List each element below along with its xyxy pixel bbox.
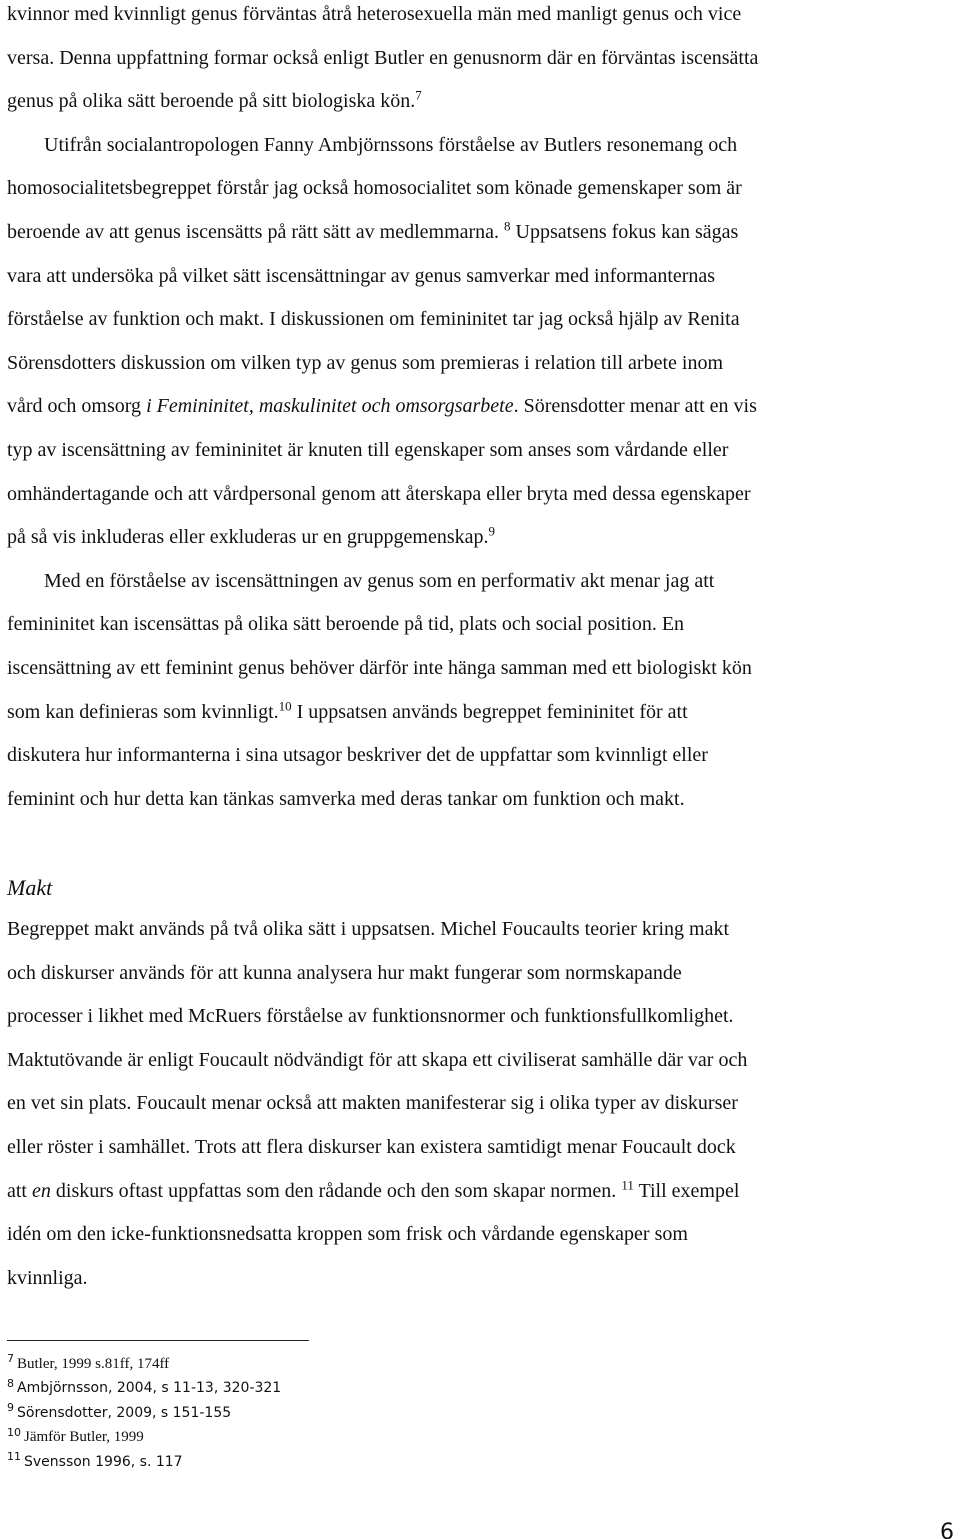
footnote-7: $^7$ Butler, 1999 s.81ff, 174ff [7, 1352, 170, 1372]
text-line: vård och omsorg i Femininitet, maskulinitet och omsorgsarbete. Sörensdotter menar att en vis [7, 395, 757, 418]
text-line: en vet sin plats. Foucault menar också att makten manifesterar sig i olika typer av diskurser [7, 1092, 738, 1115]
footnote-11: $^{11}$ Svensson 1996, s. 117 [7, 1449, 183, 1470]
text-line: Sörensdotters diskussion om vilken typ av genus som premieras i relation till arbete inom [7, 351, 723, 374]
section-heading-makt: Makt [7, 875, 53, 900]
text-line: som kan definieras som kvinnligt.$^{10}$ I uppsatsen används begreppet femininitet för att [7, 697, 688, 723]
text-line: Med en förståelse av iscensättningen av genus som en performativ akt menar jag att [44, 569, 715, 592]
footnote-10: $^{10}$ Jämför Butler, 1999 [7, 1425, 144, 1446]
footnote-ref-10[interactable]: 10 [278, 697, 292, 713]
book-title: i Femininitet, maskulinitet och omsorgsarbete [146, 395, 514, 418]
text-line: kvinnliga. [7, 1266, 88, 1289]
text-line: beroende av att genus iscensätts på rätt sätt av medlemmarna. $^8$ Uppsatsens fokus kan sägas [7, 218, 739, 243]
text-line: homosocialitetsbegreppet förstår jag också homosocialitet som könade gemenskaper som är [7, 177, 742, 200]
text-line: genus på olika sätt beroende på sitt biologiska kön.$^7$ [7, 87, 422, 113]
footnote-8: $^8$ Ambjörnsson, 2004, s 11-13, 320-321 [7, 1376, 282, 1397]
text-line: typ av iscensättning av femininitet är knuten till egenskaper som anses som vårdande eller [7, 438, 729, 461]
page-number: 6 [940, 1520, 954, 1539]
text-line: feminint och hur detta kan tänkas samverka med deras tankar om funktion och makt. [7, 787, 685, 810]
footnote-ref-8[interactable]: 8 [504, 218, 511, 234]
text-line: versa. Denna uppfattning formar också enligt Butler en genusnorm där en förväntas iscensätta [7, 46, 759, 69]
text-line: omhändertagande och att vårdpersonal genom att återskapa eller bryta med dessa egenskaper [7, 482, 751, 505]
footnotes-list [7, 1352, 281, 1474]
text-line: på så vis inkluderas eller exkluderas ur en gruppgemenskap.$^9$ [7, 523, 496, 549]
text-line: Maktutövande är enligt Foucault nödvändigt för att skapa ett civiliserat samhälle där var och [7, 1048, 748, 1071]
text-line: att en diskurs oftast uppfattas som den rådande och den som skapar normen. $^{11}$ Till exempel [7, 1176, 740, 1202]
text-line: förståelse av funktion och makt. I diskussionen om femininitet tar jag också hjälp av Renita [7, 308, 740, 331]
footnote-ref-11[interactable]: 11 [621, 1176, 634, 1192]
footnote-ref-7[interactable]: 7 [415, 87, 422, 103]
text-line: processer i likhet med McRuers förståelse av funktionsnormer och funktionsfullkomlighet. [7, 1005, 734, 1028]
paragraph-genus [7, 0, 953, 821]
text-line: eller röster i samhället. Trots att flera diskurser kan existera samtidigt menar Foucault dock [7, 1135, 736, 1158]
text-line: iscensättning av ett feminint genus behöver därför inte hänga samman med ett biologiskt kön [7, 656, 752, 679]
text-line: diskutera hur informanterna i sina utsagor beskriver det de uppfattar som kvinnligt eller [7, 744, 708, 767]
text-line: idén om den icke-funktionsnedsatta kroppen som frisk och vårdande egenskaper som [7, 1223, 688, 1246]
emphasis-en: en [32, 1179, 51, 1202]
footnote-9: $^9$ Sörensdotter, 2009, s 151-155 [7, 1401, 232, 1421]
text-line: vara att undersöka på vilket sätt iscensättningar av genus samverkar med informanternas [7, 264, 716, 287]
text-line: kvinnor med kvinnligt genus förväntas åtrå heterosexuella män med manligt genus och vice [7, 3, 742, 25]
text-line: och diskurser används för att kunna analysera hur makt fungerar som normskapande [7, 961, 682, 984]
text-line: Utifrån socialantropologen Fanny Ambjörnssons förståelse av Butlers resonemang och [44, 133, 738, 156]
text-line: Begreppet makt används på två olika sätt i uppsatsen. Michel Foucaults teorier kring makt [7, 918, 730, 940]
text-line: femininitet kan iscensättas på olika sätt beroende på tid, plats och social position. En [7, 613, 685, 636]
footnote-divider [7, 1340, 309, 1341]
paragraph-makt [7, 908, 953, 1300]
footnote-ref-9[interactable]: 9 [488, 523, 496, 539]
